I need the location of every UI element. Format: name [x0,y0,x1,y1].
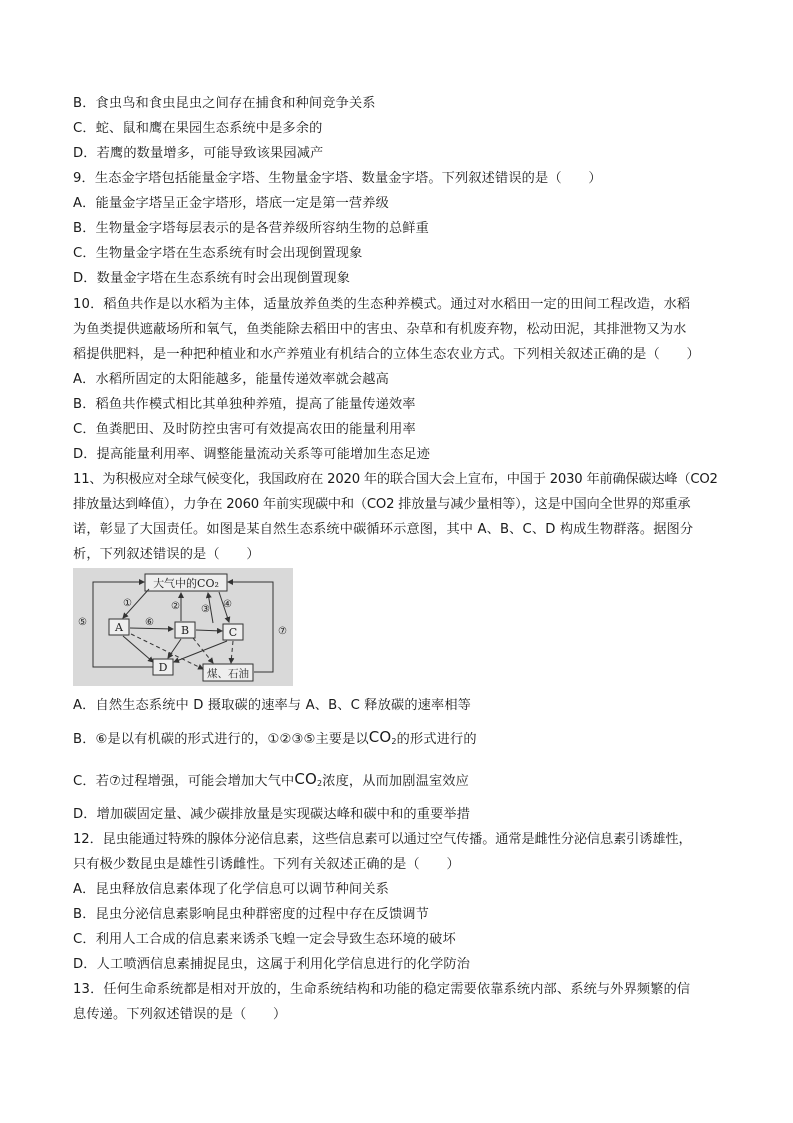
dashed-arrow-c-fuel [231,641,233,663]
q13-stem-line-1: 13．任何生命系统都是相对开放的，生命系统结构和功能的稳定需要依靠系统内部、系统与外界频繁的信 [73,982,691,997]
arrow-b-d [168,639,181,658]
arrow-label-5: ⑤ [78,617,87,628]
arrow-b-c [196,630,222,631]
q8-option-d: D．若鹰的数量增多，可能导致该果园减产 [73,146,324,161]
q11-option-c-pre: C．若⑦过程增强，可能会增加大气中 [73,774,295,789]
q10-stem-line-3: 稻提供肥料，是一种把种植业和水产养殖业有机结合的立体生态农业方式。下列相关叙述正确的是（ ） [73,347,700,362]
fuel-label: 煤、石油 [207,668,249,680]
q10-option-d: D．提高能量利用率、调整能量流动关系等可能增加生态足迹 [73,447,431,462]
q10-stem-line-2: 为鱼类提供遮蔽场所和氧气，鱼类能除去稻田中的害虫、杂草和有机废弃物，松动田泥，其排泄物又为水 [73,322,687,337]
q8-option-b: B．食虫鸟和食虫昆虫之间存在捕食和种间竞争关系 [73,96,376,111]
q9-option-d: D．数量金字塔在生态系统有时会出现倒置现象 [73,271,351,286]
carbon-cycle-diagram [73,568,293,686]
q12-stem-line-1: 12．昆虫能通过特殊的腺体分泌信息素，这些信息素可以通过空气传播。通常是雌性分泌信息素引诱雄性， [73,832,692,847]
node-b-label: B [180,624,190,637]
q11-option-c [73,771,733,792]
q11-option-b-pre: B．⑥是以有机碳的形式进行的，①②③⑤主要是以 [73,732,369,747]
q12-option-a: A．昆虫释放信息素体现了化学信息可以调节种间关系 [73,882,389,897]
q10-stem-line-1: 10．稻鱼共作是以水稻为主体，适量放养鱼类的生态种养模式。通过对水稻田一定的田间工程改造，水稻 [73,297,691,312]
arrow-label-3: ③ [201,604,210,615]
co2-formula: $CO_2$ [368,728,397,746]
q11-stem-line-3: 诺，彰显了大国责任。如图是某自然生态系统中碳循环示意图，其中 A、B、C、D 构成生物群落。据图分 [73,522,694,537]
node-d-label: D [158,661,168,674]
arrow-label-7: ⑦ [278,626,287,637]
carbon-cycle-svg [73,568,293,686]
q11-stem-line-2: 排放量达到峰值），力争在 2060 年前实现碳中和（CO2 排放量与减少量相等），这是中国向全世界的郑重承 [73,497,691,512]
q12-option-d: D．人工喷洒信息素捕捉昆虫，这属于利用化学信息进行的化学防治 [73,957,471,972]
q9-option-c: C．生物量金字塔在生态系统有时会出现倒置现象 [73,246,363,261]
q11-option-c-post: 浓度，从而加剧温室效应 [322,774,469,789]
atmosphere-label: 大气中的CO₂ [153,577,219,590]
q11-option-d: D．增加碳固定量、减少碳排放量是实现碳达峰和碳中和的重要举措 [73,807,471,822]
arrow-label-2: ② [171,601,180,612]
arrow-label-4: ④ [223,599,232,610]
q9-stem: 9．生态金字塔包括能量金字塔、生物量金字塔、数量金字塔。下列叙述错误的是（ ） [73,171,602,186]
q12-option-c: C．利用人工合成的信息素来诱杀飞蝗一定会导致生态环境的破坏 [73,932,456,947]
q11-option-a: A．自然生态系统中 D 摄取碳的速率与 A、B、C 释放碳的速率相等 [73,698,472,713]
q12-stem-line-2: 只有极少数昆虫是雄性引诱雌性。下列有关叙述正确的是（ ） [73,857,460,872]
q11-stem-line-1: 11、为积极应对全球气候变化，我国政府在 2020 年的联合国大会上宣布，中国于 2030 年前确保碳达峰（CO2 [73,472,718,487]
q11-stem-line-4: 析，下列叙述错误的是（ ） [73,547,260,562]
arrow-label-1: ① [123,598,132,609]
q11-option-b-post: 的形式进行的 [396,732,477,747]
arrow-6 [130,628,173,629]
q9-option-a: A．能量金字塔呈正金字塔形，塔底一定是第一营养级 [73,196,389,211]
node-a-label: A [115,621,123,634]
node-c-label: C [228,626,238,639]
q12-option-b: B．昆虫分泌信息素影响昆虫种群密度的过程中存在反馈调节 [73,907,429,922]
co2-formula: $CO_2$ [294,770,323,788]
q13-stem-line-2: 息传递。下列叙述错误的是（ ） [73,1007,287,1022]
q10-option-c: C．鱼粪肥田、及时防控虫害可有效提高农田的能量利用率 [73,422,416,437]
arrow-label-6: ⑥ [145,617,154,628]
q11-option-b [73,729,733,750]
dashed-arrow-b-fuel [193,638,213,663]
q8-option-c: C．蛇、鼠和鹰在果园生态系统中是多余的 [73,121,323,136]
q10-option-b: B．稻鱼共作模式相比其单独种养殖，提高了能量传递效率 [73,397,416,412]
arrow-a-d [123,636,153,662]
q10-option-a: A．水稻所固定的太阳能越多，能量传递效率就会越高 [73,372,389,387]
q9-option-b: B．生物量金字塔每层表示的是各营养级所容纳生物的总鲜重 [73,221,429,236]
